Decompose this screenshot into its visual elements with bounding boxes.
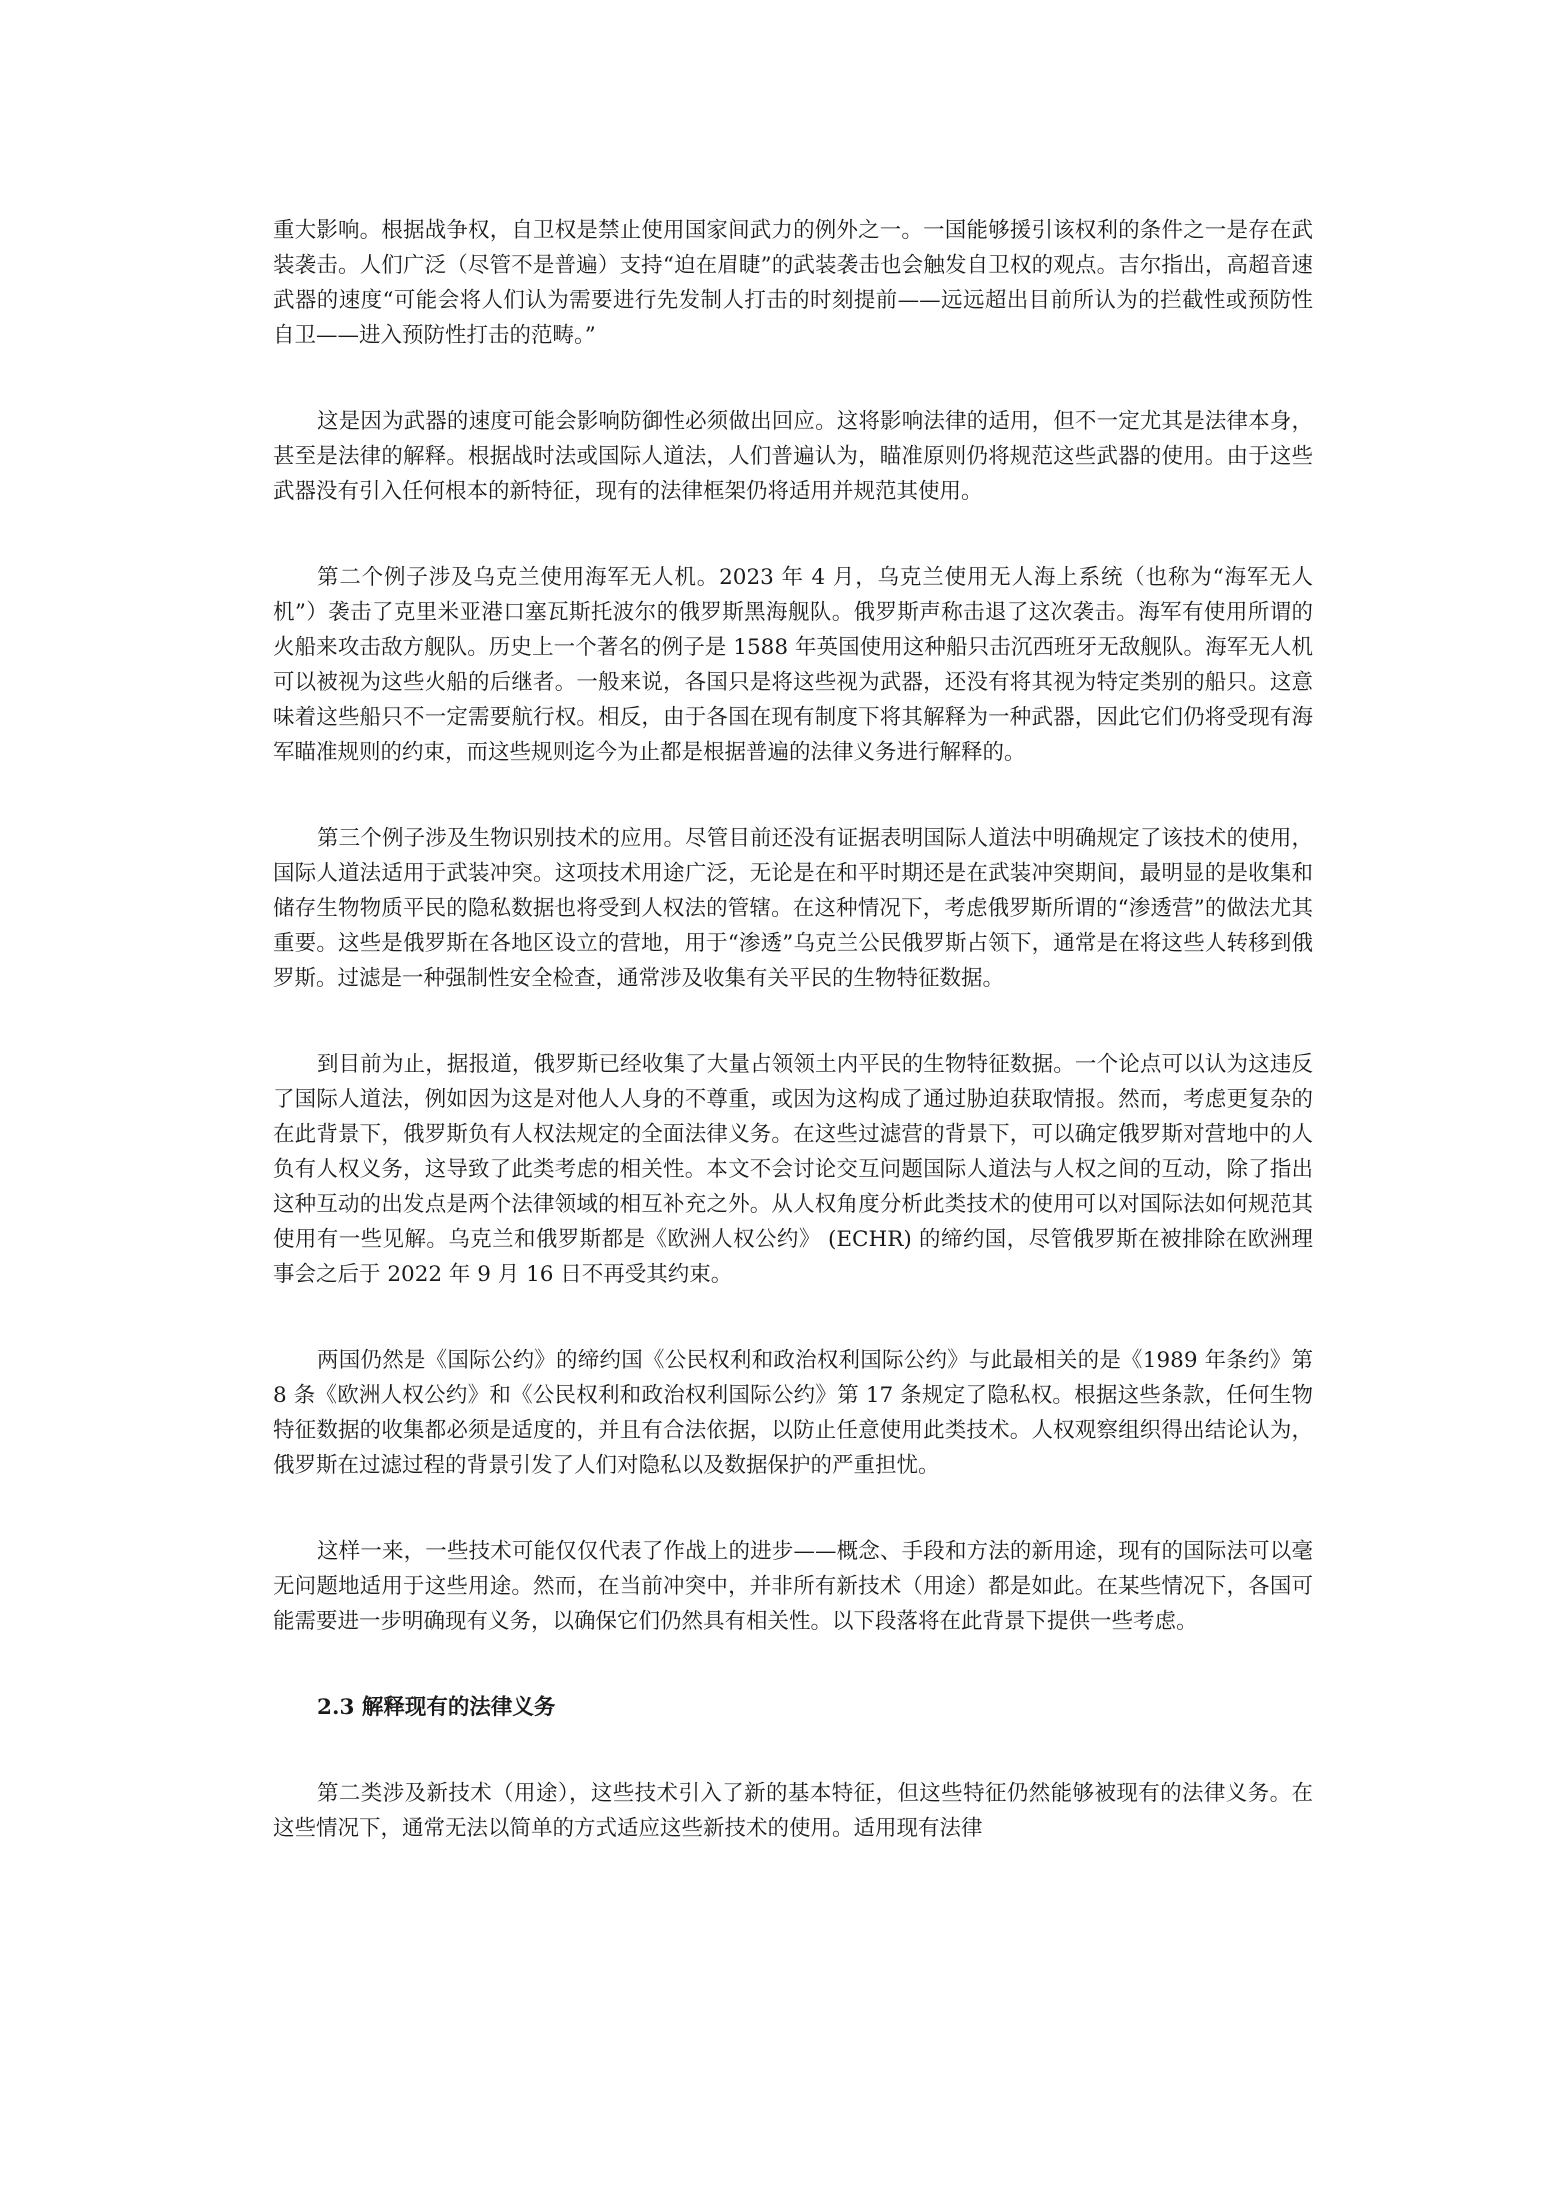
paragraph-biometric-data-collection: 到目前为止，据报道，俄罗斯已经收集了大量占领领土内平民的生物特征数据。一个论点可以认为这违反了国际人道法，例如因为这是对他人人身的不尊重，或因为这构成了通过胁迫获取情报。然而，考虑更复杂的在此背景下，俄罗斯负有人权法规定的全面法律义务。在这些过滤营的背景下，可以确定俄罗斯对营地中的人负有人权义务，这导致了此类考虑的相关性。本文不会讨论交互问题国际人道法与人权之间的互动，除了指出这种互动的出发点是两个法律领域的相互补充之外。从人权角度分析此类技术的使用可以对国际法如何规范其使用有一些见解。乌克兰和俄罗斯都是《欧洲人权公约》 (ECHR) 的缔约国，尽管俄罗斯在被排除在欧洲理事会之后于 2022 年 9 月 16 日不再受其约束。	[273, 1052, 1313, 1287]
paragraph-biometrics: 第三个例子涉及生物识别技术的应用。尽管目前还没有证据表明国际人道法中明确规定了该技术的使用，国际人道法适用于武装冲突。这项技术用途广泛，无论是在和平时期还是在武装冲突期间，最明显的是收集和储存生物物质平民的隐私数据也将受到人权法的管辖。在这种情况下，考虑俄罗斯所谓的“渗透营”的做法尤其重要。这些是俄罗斯在各地区设立的营地，用于“渗透”乌克兰公民俄罗斯占领下，通常是在将这些人转移到俄罗斯。过滤是一种强制性安全检查，通常涉及收集有关平民的生物特征数据。	[273, 826, 1313, 991]
document-body	[273, 213, 1313, 1846]
paragraph-privacy-rights: 两国仍然是《国际公约》的缔约国《公民权利和政治权利国际公约》与此最相关的是《1989 年条约》第 8 条《欧洲人权公约》和《公民权利和政治权利国际公约》第 17 条规定了隐私权。根据这些条款，任何生物特征数据的收集都必须是适度的，并且有合法依据，以防止任意使用此类技术。人权观察组织得出结论认为，俄罗斯在过滤过程的背景引发了人们对隐私以及数据保护的严重担忧。	[273, 1348, 1313, 1478]
section-heading: 2.3 解释现有的法律义务	[317, 1695, 556, 1720]
paragraph-second-category: 第二类涉及新技术（用途），这些技术引入了新的基本特征，但这些特征仍然能够被现有的法律义务。在这些情况下，通常无法以简单的方式适应这些新技术的使用。适用现有法律	[273, 1781, 1313, 1841]
paragraph-weapon-speed: 这是因为武器的速度可能会影响防御性必须做出回应。这将影响法律的适用，但不一定尤其是法律本身，甚至是法律的解释。根据战时法或国际人道法，人们普遍认为，瞄准原则仍将规范这些武器的使用。由于这些武器没有引入任何根本的新特征，现有的法律框架仍将适用并规范其使用。	[273, 409, 1313, 504]
paragraph-operational-advances: 这样一来，一些技术可能仅仅代表了作战上的进步——概念、手段和方法的新用途，现有的国际法可以毫无问题地适用于这些用途。然而，在当前冲突中，并非所有新技术（用途）都是如此。在某些情况下，各国可能需要进一步明确现有义务，以确保它们仍然具有相关性。以下段落将在此背景下提供一些考虑。	[273, 1539, 1313, 1634]
paragraph-self-defense: 重大影响。根据战争权，自卫权是禁止使用国家间武力的例外之一。一国能够援引该权利的条件之一是存在武装袭击。人们广泛（尽管不是普遍）支持“迫在眉睫”的武装袭击也会触发自卫权的观点。吉尔指出，高超音速武器的速度“可能会将人们认为需要进行先发制人打击的时刻提前——远远超出目前所认为的拦截性或预防性自卫——进入预防性打击的范畴。”	[273, 218, 1313, 348]
paragraph-naval-drones: 第二个例子涉及乌克兰使用海军无人机。2023 年 4 月，乌克兰使用无人海上系统（也称为“海军无人机”）袭击了克里米亚港口塞瓦斯托波尔的俄罗斯黑海舰队。俄罗斯声称击退了这次袭击。海军有使用所谓的火船来攻击敌方舰队。历史上一个著名的例子是 1588 年英国使用这种船只击沉西班牙无敌舰队。海军无人机可以被视为这些火船的后继者。一般来说，各国只是将这些视为武器，还没有将其视为特定类别的船只。这意味着这些船只不一定需要航行权。相反，由于各国在现有制度下将其解释为一种武器，因此它们仍将受现有海军瞄准规则的约束，而这些规则迄今为止都是根据普遍的法律义务进行解释的。	[273, 565, 1313, 765]
